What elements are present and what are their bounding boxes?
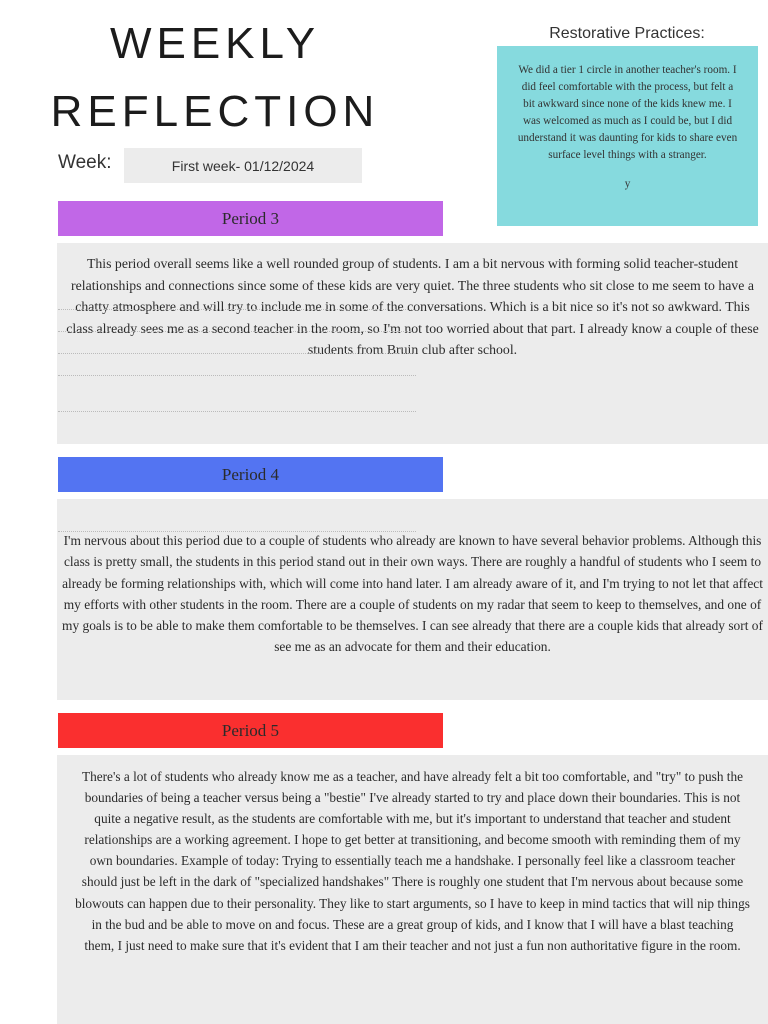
writing-line xyxy=(58,411,416,412)
title-reflection: REFLECTION xyxy=(50,87,380,136)
title-weekly: WEEKLY xyxy=(109,19,321,68)
week-label: Week: xyxy=(58,152,112,173)
restorative-practices-heading: Restorative Practices: xyxy=(549,25,705,42)
restorative-practices-extra: y xyxy=(624,178,631,190)
period-3-text: This period overall seems like a well rounded group of students. I am a bit nervous with forming solid teacher-student relationships and connections since some of these kids are very quiet. The three students who sit close to me seem to have a chatty atmosphere and will try to include me in some of the conversations. Which is a bit nice so it's not so awkward. This class already sees me as a second teacher in the room, so I'm not too worried about that part. I already know a couple of these students from Bruin club after school. xyxy=(66,256,759,358)
period-5-header: Period 5 xyxy=(58,713,443,748)
period-5-reflection[interactable] xyxy=(57,755,768,1024)
period-3-header: Period 3 xyxy=(58,201,443,236)
period-4-text: I'm nervous about this period due to a couple of students who already are known to have several behavior problems. Although this class is pretty small, the students in this period stand out in their own ways. There are roughly a handful of students who I seem to already be forming relationships with, which will come into hand later. I am already aware of it, and I'm trying to not let that affect my efforts with other students in the room. There are a couple of students on my radar that seem to keep to themselves, and one of my goals is to be able to make them comfortable to be themselves. I can see already that there are a couple kids that already sort of see me as an advocate for them and their education. xyxy=(62,533,763,655)
week-value: First week- 01/12/2024 xyxy=(171,157,315,174)
period-4-header: Period 4 xyxy=(58,457,443,492)
period-5-text: There's a lot of students who already know me as a teacher, and have already felt a bit too comfortable, and "try" to push the boundaries of being a teacher versus being a "bestie" I've already started to try and place down their boundaries. This is not quite a negative result, as the students are comfortable with me, but it's important to understand that teacher and student relationships are a working agreement. I hope to get better at transitioning, and become smooth with reminding them of my own boundaries. Example of today: Trying to essentially teach me a handshake. I personally feel like a classroom teacher should just be left in the dark of "specialized handshakes" There is roughly one student that I'm nervous about because some blowouts can happen due to their personality. They like to start arguments, so I have to keep in mind tactics that will nip things in the bud and be able to move on and focus. These are a great group of kids, and I know that I will have a blast teaching them, I just need to make sure that it's evident that I am their teacher and not just a fun non authoritative figure in the room. xyxy=(75,769,750,953)
writing-line xyxy=(58,309,416,310)
writing-line xyxy=(58,375,416,376)
writing-line xyxy=(58,331,416,332)
restorative-practices-text: We did a tier 1 circle in another teacher's room. I did feel comfortable with the process, but felt a bit awkward since none of the kids knew me. I was welcomed as much as I could be, but I did understand it was daunting for kids to share even surface level things with a stranger. xyxy=(517,64,738,161)
writing-line xyxy=(58,353,416,354)
period-4-reflection[interactable] xyxy=(57,499,768,700)
period-3-reflection[interactable] xyxy=(57,243,768,444)
restorative-practices-box[interactable] xyxy=(497,46,758,226)
writing-line xyxy=(58,531,416,532)
week-field[interactable] xyxy=(124,148,362,183)
